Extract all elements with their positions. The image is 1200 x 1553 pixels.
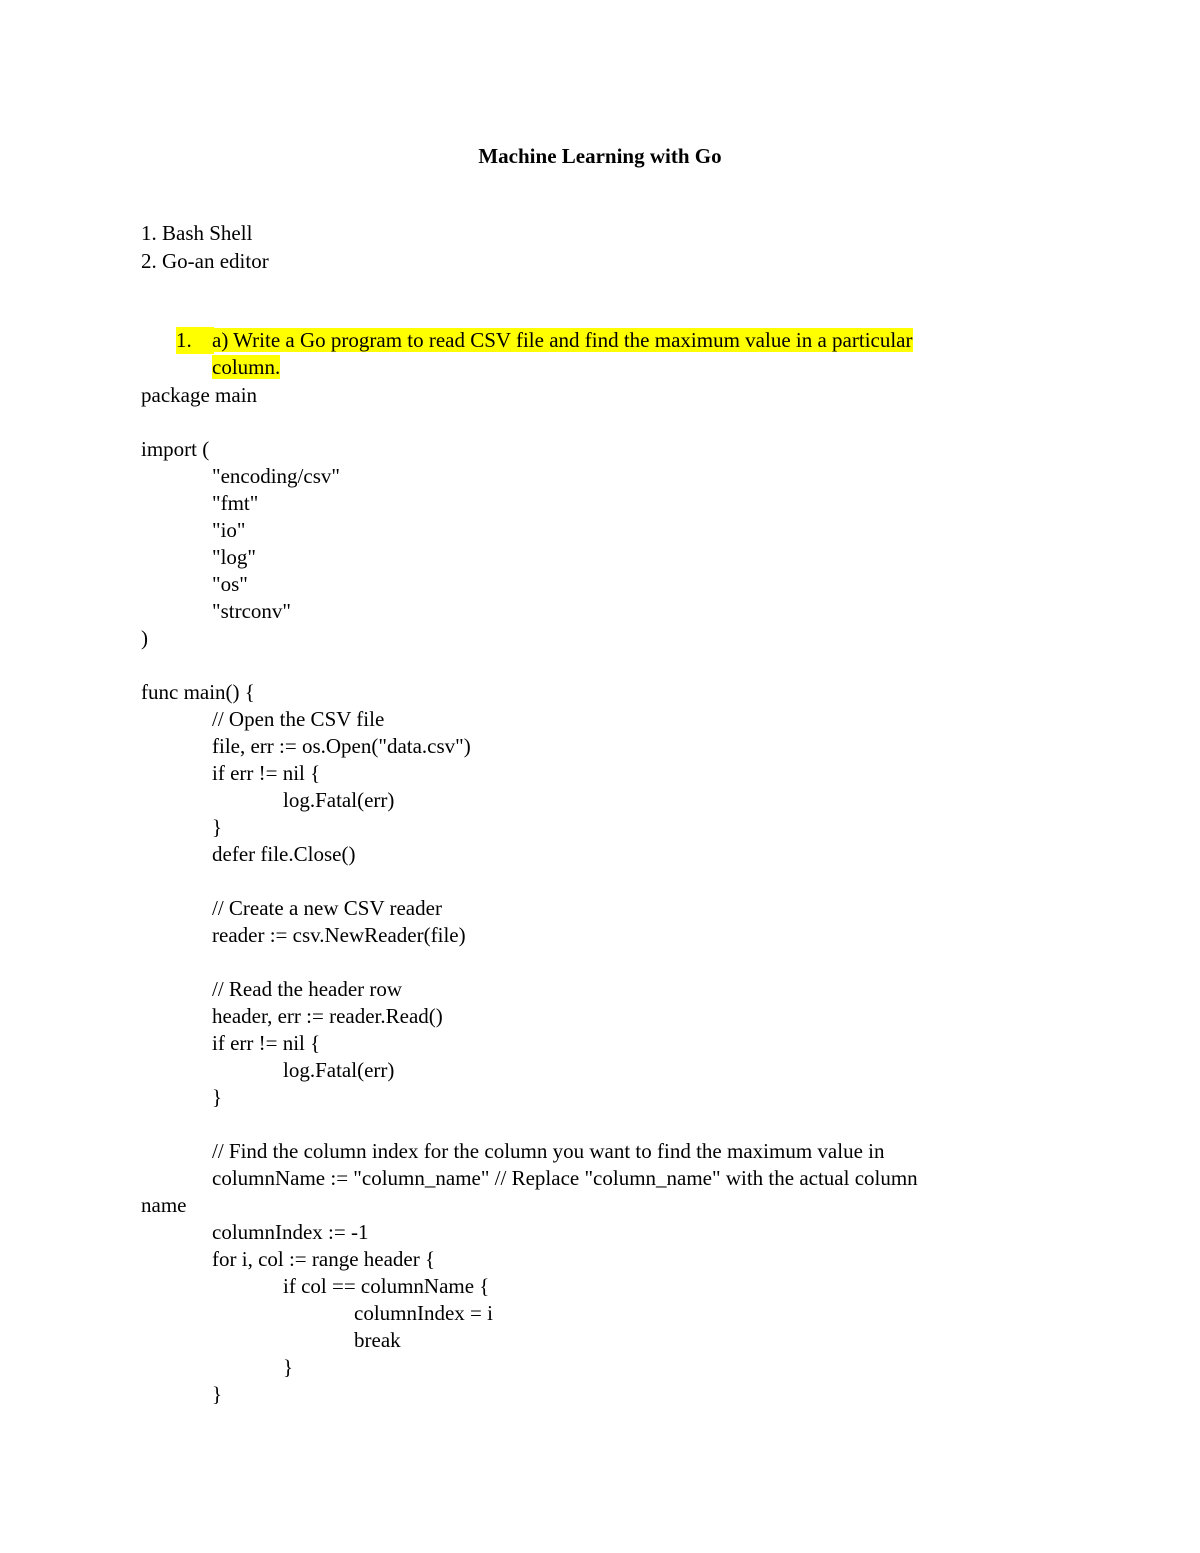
code-line: } (212, 815, 223, 839)
code-line: break (354, 1328, 401, 1352)
code-line: if col == columnName { (283, 1274, 490, 1298)
task-description-line-2: column. (212, 355, 281, 379)
code-line: columnIndex := -1 (212, 1220, 369, 1244)
code-line: defer file.Close() (212, 842, 356, 866)
code-line: columnIndex = i (354, 1301, 493, 1325)
code-line: file, err := os.Open("data.csv") (212, 734, 471, 758)
code-line: } (212, 1382, 223, 1406)
code-line: if err != nil { (212, 1031, 321, 1055)
code-line: "strconv" (212, 599, 291, 623)
code-line: "encoding/csv" (212, 464, 340, 488)
code-line: for i, col := range header { (212, 1247, 436, 1271)
code-line: // Read the header row (212, 977, 403, 1001)
code-line: name (141, 1193, 187, 1217)
task-description-line-1: a) Write a Go program to read CSV file and find the maximum value in a particular (212, 328, 913, 352)
code-line: // Create a new CSV reader (212, 896, 442, 920)
code-line: func main() { (141, 680, 255, 704)
code-line: reader := csv.NewReader(file) (212, 923, 466, 947)
code-line: columnName := "column_name" // Replace "column_name" with the actual column (212, 1166, 918, 1190)
code-line: "os" (212, 572, 248, 596)
code-line: "log" (212, 545, 256, 569)
code-line: } (283, 1355, 294, 1379)
code-line: header, err := reader.Read() (212, 1004, 443, 1028)
code-line: // Open the CSV file (212, 707, 385, 731)
code-line: } (212, 1085, 223, 1109)
code-line: if err != nil { (212, 761, 321, 785)
document-title: Machine Learning with Go (478, 144, 722, 168)
task-description (212, 327, 1006, 381)
tool-item-go-editor: 2. Go-an editor (141, 249, 269, 273)
code-line: "fmt" (212, 491, 259, 515)
code-line: import ( (141, 437, 210, 461)
code-line: "io" (212, 518, 246, 542)
tool-item-bash: 1. Bash Shell (141, 221, 253, 245)
code-line: log.Fatal(err) (283, 788, 395, 812)
task-number: 1. (176, 327, 214, 354)
code-line: ) (141, 626, 148, 650)
code-line: // Find the column index for the column you want to find the maximum value in (212, 1139, 885, 1163)
code-line: package main (141, 383, 258, 407)
code-line: log.Fatal(err) (283, 1058, 395, 1082)
